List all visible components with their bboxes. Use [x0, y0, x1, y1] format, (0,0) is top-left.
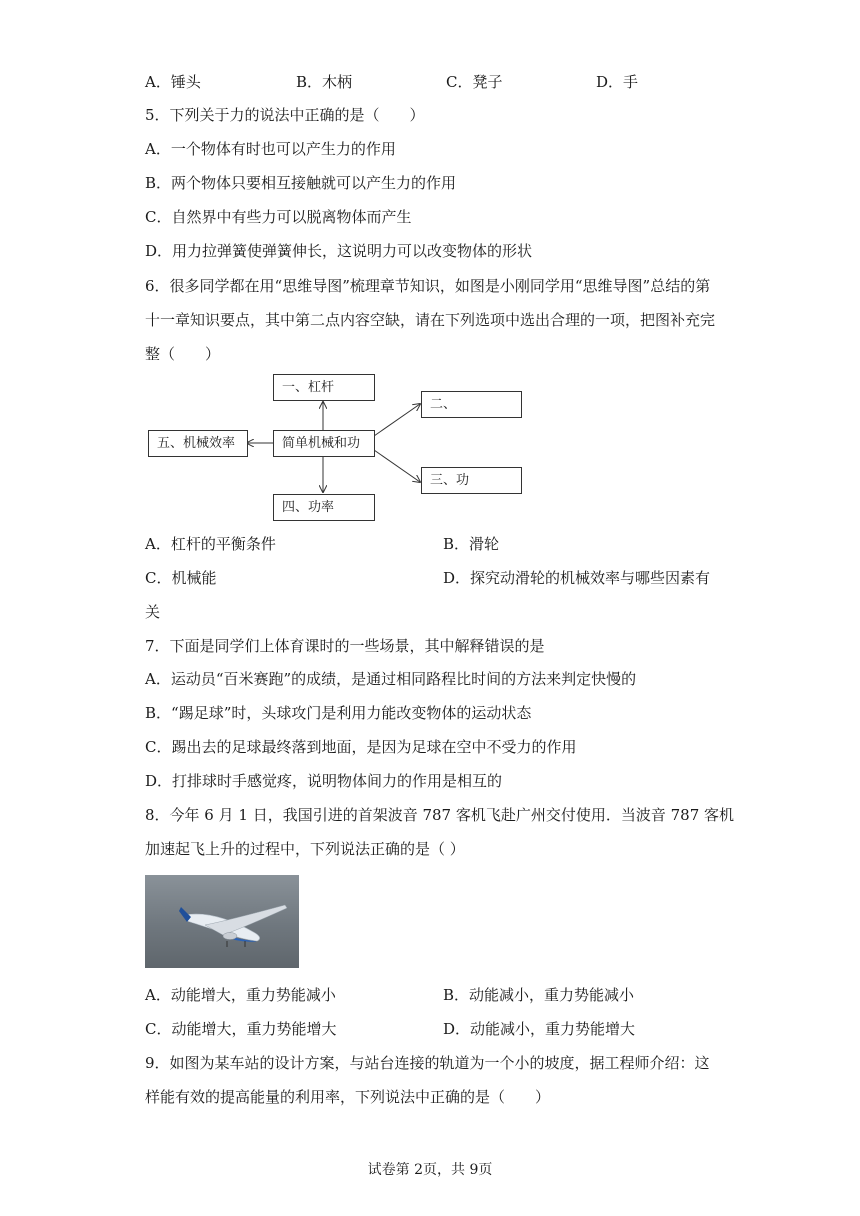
q7-option-b: B．“踢足球”时，头球攻门是利用力能改变物体的运动状态 — [145, 704, 532, 722]
q6-option-d-wrap: 关 — [145, 603, 161, 621]
airplane-photo — [145, 875, 299, 968]
q7-option-d: D．打排球时手感觉疼，说明物体间力的作用是相互的 — [145, 772, 503, 790]
q4-option-c: C．凳子 — [446, 73, 503, 91]
q6-stem-line-2: 十一章知识要点，其中第二点内容空缺，请在下列选项中选出合理的一项，把图补充完 — [145, 311, 716, 329]
q5-stem: 5．下列关于力的说法中正确的是（ ） — [145, 106, 425, 124]
q6-option-c: C．机械能 — [145, 569, 217, 587]
q8-stem-line-1: 8．今年 6 月 1 日，我国引进的首架波音 787 客机飞赴广州交付使用．当波音 787 客机 — [145, 806, 735, 824]
q6-option-a: A．杠杆的平衡条件 — [145, 535, 276, 553]
q7-stem: 7．下面是同学们上体育课时的一些场景，其中解释错误的是 — [145, 637, 545, 655]
q6-option-d: D．探究动滑轮的机械效率与哪些因素有 — [443, 569, 711, 587]
airplane-icon — [145, 875, 299, 968]
q4-option-d: D．手 — [596, 73, 639, 91]
q8-option-a: A．动能增大，重力势能减小 — [145, 986, 336, 1004]
q8-option-d: D．动能减小，重力势能增大 — [443, 1020, 636, 1038]
q7-option-c: C．踢出去的足球最终落到地面，是因为足球在空中不受力的作用 — [145, 738, 577, 756]
q5-option-a: A．一个物体有时也可以产生力的作用 — [145, 140, 396, 158]
q5-option-d: D．用力拉弹簧使弹簧伸长，这说明力可以改变物体的形状 — [145, 242, 533, 260]
q6-stem-line-1: 6．很多同学都在用“思维导图”梳理章节知识，如图是小刚同学用“思维导图”总结的第 — [145, 277, 711, 295]
q7-option-a: A．运动员“百米赛跑”的成绩，是通过相同路程比时间的方法来判定快慢的 — [145, 670, 637, 688]
mind-map-box-top: 一、杠杆 — [273, 374, 375, 401]
q5-option-b: B．两个物体只要相互接触就可以产生力的作用 — [145, 174, 457, 192]
mind-map-box-right-bottom: 三、功 — [421, 467, 522, 494]
mind-map-box-left: 五、机械效率 — [148, 430, 248, 457]
page-footer: 试卷第 2页，共 9页 — [367, 1162, 493, 1178]
q8-stem-line-2: 加速起飞上升的过程中，下列说法正确的是（ ） — [145, 840, 465, 858]
q6-option-b: B．滑轮 — [443, 535, 500, 553]
mind-map-box-right-top: 二、 — [421, 391, 522, 418]
mind-map-box-bottom: 四、功率 — [273, 494, 375, 521]
q4-option-a: A．锤头 — [145, 73, 201, 91]
q4-option-b: B．木柄 — [296, 73, 353, 91]
q6-stem-line-3: 整（ ） — [145, 345, 221, 363]
q8-option-b: B．动能减小，重力势能减小 — [443, 986, 635, 1004]
q9-stem-line-2: 样能有效的提高能量的利用率，下列说法中正确的是（ ） — [145, 1088, 551, 1106]
mind-map-box-center: 简单机械和功 — [273, 430, 375, 457]
q8-option-c: C．动能增大，重力势能增大 — [145, 1020, 337, 1038]
q9-stem-line-1: 9．如图为某车站的设计方案，与站台连接的轨道为一个小的坡度，据工程师介绍：这 — [145, 1054, 710, 1072]
q5-option-c: C．自然界中有些力可以脱离物体而产生 — [145, 208, 412, 226]
